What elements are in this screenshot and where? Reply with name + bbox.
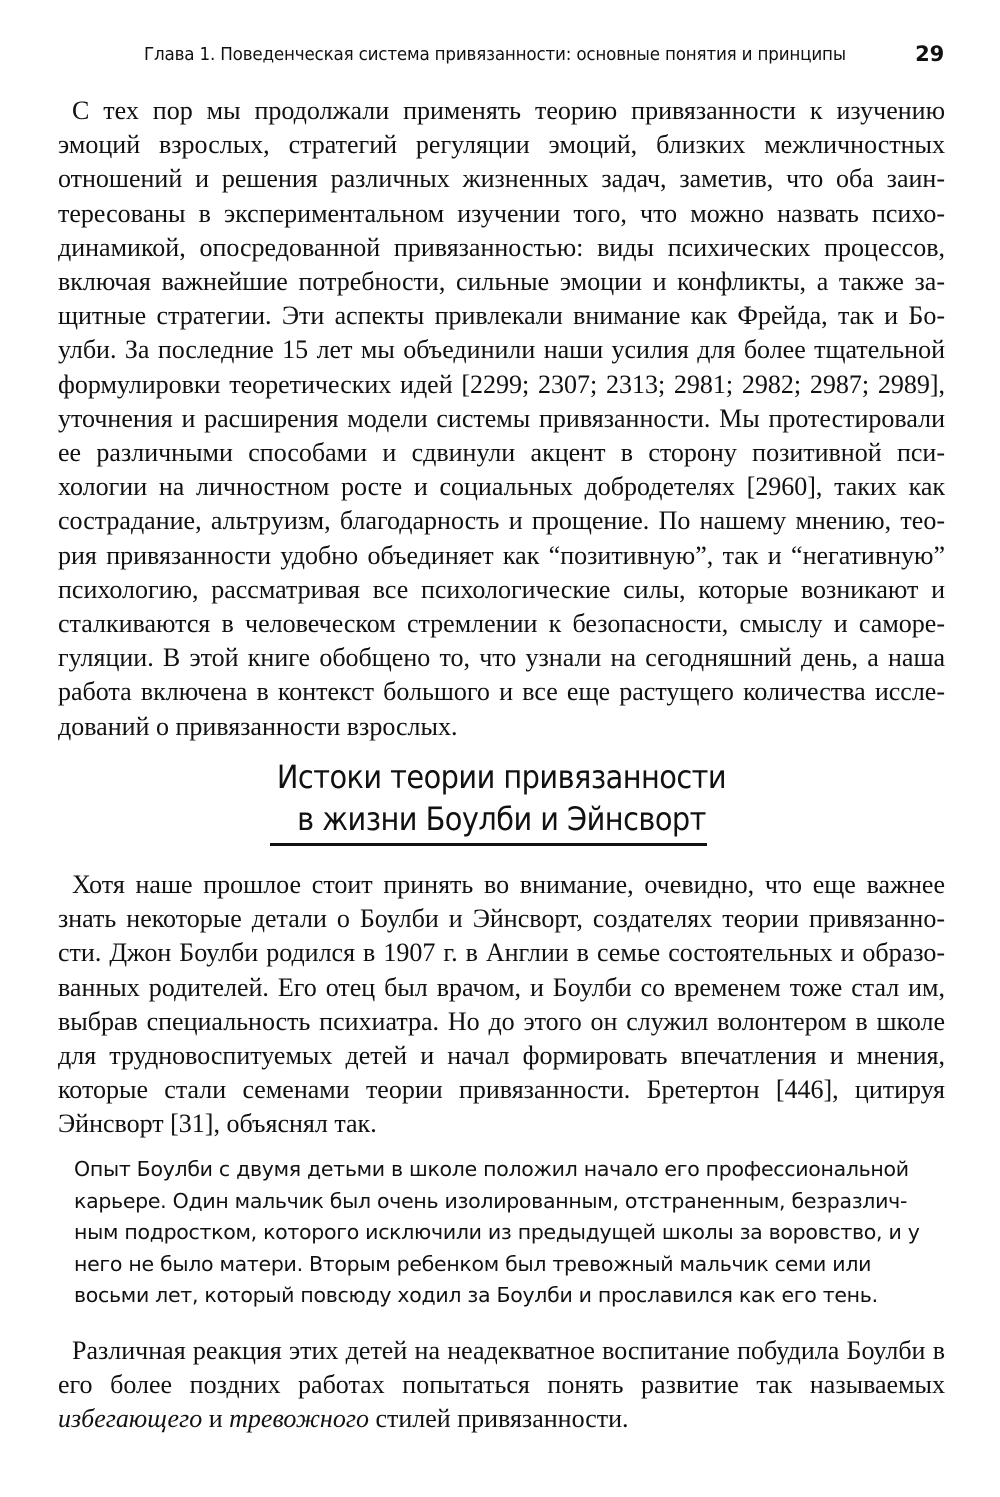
paragraph-2-text: Хотя наше прошлое стоит принять во внимание, очевидно, что еще важнее знать некоторые детали о Боулби и Эйнсворт, создателях теории привязанности. Джон Боулби родился в 1907 г. в Англии в семье состоятельных и образованных родителей. Его отец был врачом, и Боулби со временем тоже стал им, выбрав специальность психиатра. Но до этого он служил волонтером в школе для трудновоспитуемых детей и начал формировать впечатления и мнения, которые стали семенами теории привязанности. Бретертон [446], цитируя Эйнсворт [31], объяснял так. [58, 870, 945, 1139]
block-quote [74, 1154, 922, 1312]
paragraph-1-text: С тех пор мы продолжали применять теорию привязанности к изучению эмоций взрослых, стратегий регуляции эмоций, близких межличностных отношений и решения различных жизненных задач, заметив, что оба заинтересованы в экспериментальном изучении того, что можно назвать психодинамикой, опосредованной привязанностью: виды психических процессов, включая важнейшие потребности, сильные эмоции и конфликты, а также защитные стратегии. Эти аспекты привлекали внимание как Фрейда, так и Боулби. За последние 15 лет мы объединили наши усилия для более тщательной формулировки теоретических идей [2299; 2307; 2313; 2981; 2982; 2987; 2989], уточнения и расширения модели системы привязанности. Мы протестировали ее различными способами и сдвинули акцент в сторону позитивной психологии на личностном росте и социальных добродетелях [2960], таких как сострадание, альтруизм, благодарность и прощение. По нашему мнению, теория привязанности удобно объединяет как “позитивную”, так и “негативную” психологию, рассматривая все психологические силы, которые возникают и сталкиваются в человеческом стремлении к безопасности, смыслу и саморегуляции. В этой книге обобщено то, что узнали на сегодняшний день, а наша работа включена в контекст большого и все еще растущего количества исследований о привязанности взрослых. [58, 96, 945, 741]
paragraph-3-start: Различная реакция этих детей на неадекватное воспитание побудила Боулби в его более поздних работах попытаться понять развитие так называемых [58, 1336, 945, 1400]
italic-avoidant: избегающего [58, 1404, 203, 1434]
paragraph-2 [58, 868, 945, 1142]
italic-anxious: тревожного [229, 1404, 369, 1434]
heading-underline [270, 843, 707, 846]
paragraph-3-end: стилей привязанности. [368, 1404, 629, 1434]
paragraph-3-mid: и [202, 1404, 230, 1434]
chapter-title: Глава 1. Поведенческая система привязанности: основные понятия и принципы [144, 44, 846, 65]
section-heading-line-2: в жизни Боулби и Эйнсворт [297, 800, 706, 838]
paragraph-3 [58, 1334, 945, 1437]
paragraph-3-text [58, 1334, 945, 1437]
page-number: 29 [915, 42, 944, 66]
section-heading-line-1: Истоки теории привязанности [276, 758, 727, 796]
section-heading [58, 756, 945, 840]
block-quote-text: Опыт Боулби с двумя детьми в школе положил начало его профессиональной карьере. Один мальчик был очень изолированным, отстраненным, безразличным подростком, которого исключили из предыдущей школы за воровство, и у него не было матери. Вторым ребенком был тревожный мальчик семи или восьми лет, который повсюду ходил за Боулби и прославился как его тень. [74, 1157, 920, 1307]
paragraph-1 [58, 94, 945, 744]
